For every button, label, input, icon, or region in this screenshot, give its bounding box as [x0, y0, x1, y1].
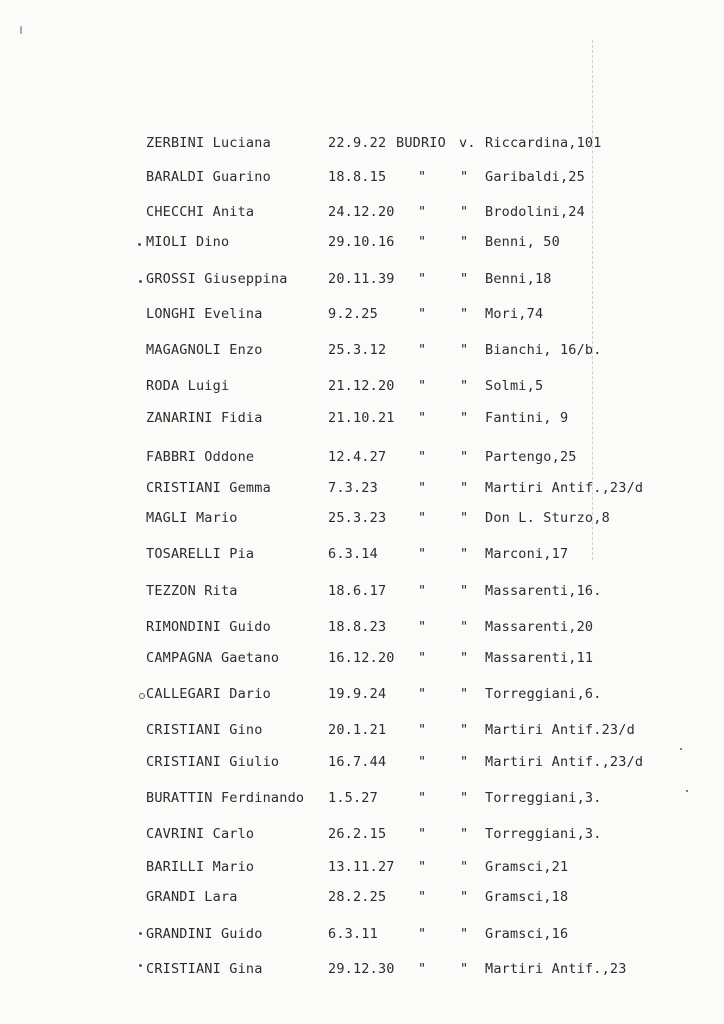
birth-date: 16.12.20 — [328, 650, 395, 666]
birth-date: 9.2.25 — [328, 306, 378, 322]
ditto-mark: " — [460, 306, 469, 322]
list-row — [0, 204, 724, 224]
birth-date: 25.3.12 — [328, 342, 387, 358]
person-name: ZERBINI Luciana — [146, 135, 271, 151]
ditto-mark: " — [460, 826, 469, 842]
street-address: Torreggiani,3. — [485, 826, 602, 842]
ink-speck — [20, 26, 22, 34]
birth-date: 12.4.27 — [328, 449, 387, 465]
person-name: CRISTIANI Giulio — [146, 754, 280, 770]
ditto-mark: " — [460, 342, 469, 358]
via-abbrev: v. — [459, 135, 476, 151]
ditto-mark: " — [418, 271, 427, 287]
person-name: RODA Luigi — [146, 378, 230, 394]
ditto-mark: " — [418, 342, 427, 358]
street-address: Benni,18 — [485, 271, 552, 287]
street-address: Martiri Antif.,23/d — [485, 754, 644, 770]
list-row — [0, 790, 724, 810]
ditto-mark: " — [460, 650, 469, 666]
ditto-mark: " — [460, 271, 469, 287]
person-name: ZANARINI Fidia — [146, 410, 263, 426]
ditto-mark: " — [418, 410, 427, 426]
list-row — [0, 889, 724, 909]
street-address: Marconi,17 — [485, 546, 569, 562]
person-name: BARALDI Guarino — [146, 169, 271, 185]
street-address: Massarenti,11 — [485, 650, 594, 666]
list-row — [0, 510, 724, 530]
ink-speck — [138, 243, 141, 246]
ditto-mark: " — [460, 449, 469, 465]
birth-date: 28.2.25 — [328, 889, 387, 905]
list-row — [0, 271, 724, 291]
street-address: Fantini, 9 — [485, 410, 569, 426]
ink-speck — [139, 280, 142, 283]
person-name: GRANDI Lara — [146, 889, 238, 905]
street-address: Garibaldi,25 — [485, 169, 585, 185]
ink-speck — [139, 964, 142, 967]
street-address: Torreggiani,6. — [485, 686, 602, 702]
ink-speck — [139, 693, 145, 699]
person-name: CRISTIANI Gemma — [146, 480, 271, 496]
list-row — [0, 583, 724, 603]
person-name: BARILLI Mario — [146, 859, 255, 875]
list-row — [0, 546, 724, 566]
street-address: Solmi,5 — [485, 378, 544, 394]
street-address: Partengo,25 — [485, 449, 577, 465]
ditto-mark: " — [460, 619, 469, 635]
list-row — [0, 169, 724, 189]
person-name: MAGAGNOLI Enzo — [146, 342, 263, 358]
street-address: Benni, 50 — [485, 234, 560, 250]
list-row — [0, 619, 724, 639]
ink-speck — [680, 748, 682, 750]
ditto-mark: " — [418, 722, 427, 738]
birth-date: 19.9.24 — [328, 686, 387, 702]
street-address: Gramsci,16 — [485, 926, 569, 942]
list-row — [0, 135, 724, 155]
person-name: MIOLI Dino — [146, 234, 230, 250]
ditto-mark: " — [418, 926, 427, 942]
ditto-mark: " — [460, 961, 469, 977]
birth-date: 26.2.15 — [328, 826, 387, 842]
ditto-mark: " — [418, 546, 427, 562]
list-row — [0, 859, 724, 879]
ink-speck — [686, 790, 688, 792]
ditto-mark: " — [460, 234, 469, 250]
street-address: Gramsci,18 — [485, 889, 569, 905]
birth-date: 6.3.14 — [328, 546, 378, 562]
ditto-mark: " — [418, 686, 427, 702]
person-name: TOSARELLI Pia — [146, 546, 255, 562]
birth-date: 20.1.21 — [328, 722, 387, 738]
ditto-mark: " — [418, 754, 427, 770]
person-name: CALLEGARI Dario — [146, 686, 271, 702]
person-name: CRISTIANI Gino — [146, 722, 263, 738]
ditto-mark: " — [418, 169, 427, 185]
street-address: Don L. Sturzo,8 — [485, 510, 610, 526]
ditto-mark: " — [460, 926, 469, 942]
ditto-mark: " — [460, 169, 469, 185]
birth-date: 18.6.17 — [328, 583, 387, 599]
list-row — [0, 410, 724, 430]
list-row — [0, 449, 724, 469]
street-address: Gramsci,21 — [485, 859, 569, 875]
ditto-mark: " — [460, 889, 469, 905]
list-row — [0, 234, 724, 254]
ditto-mark: " — [418, 826, 427, 842]
birth-date: 16.7.44 — [328, 754, 387, 770]
list-row — [0, 378, 724, 398]
ditto-mark: " — [460, 583, 469, 599]
person-name: GROSSI Giuseppina — [146, 271, 288, 287]
birth-date: 18.8.23 — [328, 619, 387, 635]
person-name: BURATTIN Ferdinando — [146, 790, 305, 806]
person-name: CHECCHI Anita — [146, 204, 255, 220]
street-address: Massarenti,20 — [485, 619, 594, 635]
ditto-mark: " — [418, 961, 427, 977]
street-address: Bianchi, 16/b. — [485, 342, 602, 358]
list-row — [0, 961, 724, 981]
ditto-mark: " — [460, 480, 469, 496]
ditto-mark: " — [418, 583, 427, 599]
ditto-mark: " — [460, 546, 469, 562]
birth-date: 18.8.15 — [328, 169, 387, 185]
person-name: CAVRINI Carlo — [146, 826, 255, 842]
street-address: Torreggiani,3. — [485, 790, 602, 806]
ditto-mark: " — [418, 204, 427, 220]
list-row — [0, 754, 724, 774]
street-address: Martiri Antif.23/d — [485, 722, 635, 738]
ditto-mark: " — [418, 234, 427, 250]
ditto-mark: " — [418, 619, 427, 635]
person-name: FABBRI Oddone — [146, 449, 255, 465]
ditto-mark: " — [460, 722, 469, 738]
ink-speck — [139, 932, 142, 935]
birth-date: 20.11.39 — [328, 271, 395, 287]
ditto-mark: " — [418, 650, 427, 666]
list-row — [0, 826, 724, 846]
list-row — [0, 722, 724, 742]
birth-date: 24.12.20 — [328, 204, 395, 220]
birth-date: 29.12.30 — [328, 961, 395, 977]
list-row — [0, 686, 724, 706]
ditto-mark: " — [460, 410, 469, 426]
ditto-mark: " — [460, 859, 469, 875]
birth-date: 29.10.16 — [328, 234, 395, 250]
ditto-mark: " — [418, 378, 427, 394]
ditto-mark: " — [460, 686, 469, 702]
ditto-mark: " — [460, 790, 469, 806]
list-row — [0, 650, 724, 670]
birth-date: 13.11.27 — [328, 859, 395, 875]
street-address: Martiri Antif.,23/d — [485, 480, 644, 496]
person-name: TEZZON Rita — [146, 583, 238, 599]
street-address: Mori,74 — [485, 306, 544, 322]
street-address: Riccardina,101 — [485, 135, 602, 151]
ditto-mark: " — [418, 480, 427, 496]
birth-date: 25.3.23 — [328, 510, 387, 526]
ditto-mark: " — [418, 859, 427, 875]
birth-date: 21.12.20 — [328, 378, 395, 394]
ditto-mark: " — [418, 889, 427, 905]
person-name: CRISTIANI Gina — [146, 961, 263, 977]
town: BUDRIO — [396, 135, 446, 151]
street-address: Martiri Antif.,23 — [485, 961, 627, 977]
ditto-mark: " — [460, 204, 469, 220]
birth-date: 6.3.11 — [328, 926, 378, 942]
list-row — [0, 342, 724, 362]
birth-date: 1.5.27 — [328, 790, 378, 806]
ditto-mark: " — [460, 378, 469, 394]
list-row — [0, 926, 724, 946]
list-row — [0, 480, 724, 500]
birth-date: 22.9.22 — [328, 135, 387, 151]
person-name: LONGHI Evelina — [146, 306, 263, 322]
ditto-mark: " — [460, 754, 469, 770]
person-name: GRANDINI Guido — [146, 926, 263, 942]
person-name: CAMPAGNA Gaetano — [146, 650, 280, 666]
ditto-mark: " — [418, 790, 427, 806]
birth-date: 7.3.23 — [328, 480, 378, 496]
person-name: RIMONDINI Guido — [146, 619, 271, 635]
birth-date: 21.10.21 — [328, 410, 395, 426]
list-row — [0, 306, 724, 326]
street-address: Brodolini,24 — [485, 204, 585, 220]
person-name: MAGLI Mario — [146, 510, 238, 526]
ditto-mark: " — [418, 449, 427, 465]
street-address: Massarenti,16. — [485, 583, 602, 599]
ditto-mark: " — [418, 306, 427, 322]
ditto-mark: " — [460, 510, 469, 526]
ditto-mark: " — [418, 510, 427, 526]
